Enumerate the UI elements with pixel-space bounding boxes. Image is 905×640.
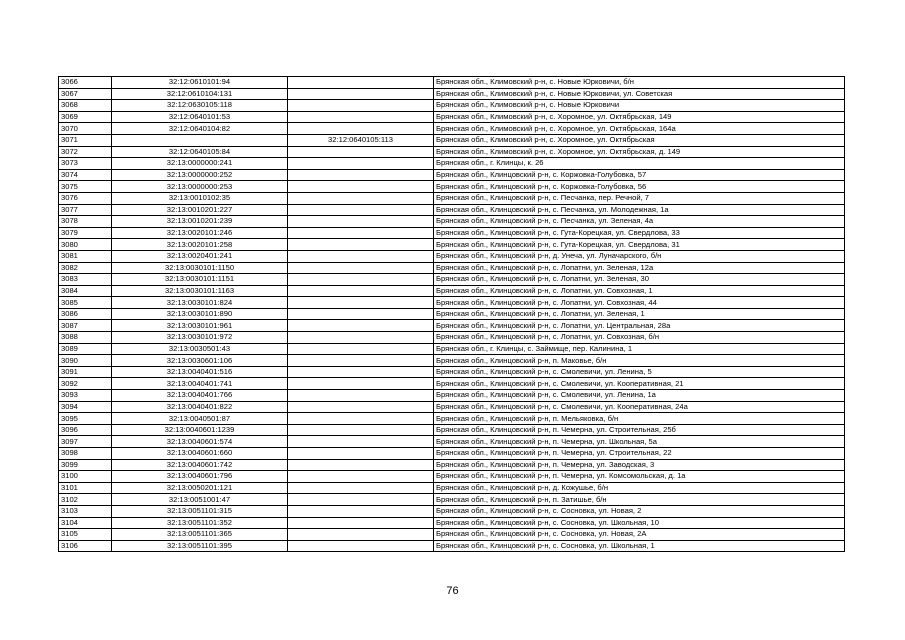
cadastral-number-cell: 32:13:0040401:741 bbox=[112, 378, 288, 390]
cadastral-number-cell: 32:13:0000000:252 bbox=[112, 169, 288, 181]
cadastral-number-cell: 32:13:0051101:395 bbox=[112, 540, 288, 552]
address-cell: Брянская обл., Клинцовский р-н, с. Гута-Корецкая, ул. Свердлова, 33 bbox=[434, 227, 845, 239]
address-cell: Брянская обл., Клинцовский р-н, с. Лопатни, ул. Зеленая, 30 bbox=[434, 274, 845, 286]
cadastral-number-alt-cell bbox=[288, 192, 434, 204]
row-number-cell: 3104 bbox=[59, 517, 112, 529]
row-number-cell: 3088 bbox=[59, 332, 112, 344]
table-row bbox=[59, 471, 845, 483]
row-number-cell: 3098 bbox=[59, 448, 112, 460]
cadastral-number-cell: 32:13:0010102:35 bbox=[112, 192, 288, 204]
address-cell: Брянская обл., Клинцовский р-н, с. Смолевичи, ул. Кооперативная, 24а bbox=[434, 401, 845, 413]
cadastral-number-alt-cell bbox=[288, 146, 434, 158]
row-number-cell: 3097 bbox=[59, 436, 112, 448]
row-number-cell: 3095 bbox=[59, 413, 112, 425]
cadastral-number-cell: 32:13:0040601:660 bbox=[112, 448, 288, 460]
cadastral-number-alt-cell bbox=[288, 320, 434, 332]
cadastral-number-alt-cell bbox=[288, 123, 434, 135]
cadastral-number-cell: 32:13:0040601:796 bbox=[112, 471, 288, 483]
address-cell: Брянская обл., Климовский р-н, с. Хоромное, ул. Октябрьская, д. 149 bbox=[434, 146, 845, 158]
table-row bbox=[59, 77, 845, 89]
cadastral-number-alt-cell bbox=[288, 88, 434, 100]
row-number-cell: 3078 bbox=[59, 216, 112, 228]
cadastral-number-alt-cell bbox=[288, 366, 434, 378]
cadastral-number-alt-cell bbox=[288, 250, 434, 262]
table-row bbox=[59, 505, 845, 517]
table-row bbox=[59, 529, 845, 541]
row-number-cell: 3069 bbox=[59, 111, 112, 123]
table-row bbox=[59, 285, 845, 297]
row-number-cell: 3086 bbox=[59, 308, 112, 320]
table-row bbox=[59, 181, 845, 193]
address-cell: Брянская обл., Клинцовский р-н, п. Мельяковка, б/н bbox=[434, 413, 845, 425]
cadastral-number-cell: 32:13:0051101:365 bbox=[112, 529, 288, 541]
cadastral-number-alt-cell bbox=[288, 204, 434, 216]
table-row bbox=[59, 88, 845, 100]
row-number-cell: 3085 bbox=[59, 297, 112, 309]
table-row bbox=[59, 274, 845, 286]
cadastral-number-alt-cell bbox=[288, 540, 434, 552]
table-row bbox=[59, 343, 845, 355]
address-cell: Брянская обл., Клинцовский р-н, с. Лопатни, ул. Центральная, 28а bbox=[434, 320, 845, 332]
cadastral-number-alt-cell bbox=[288, 378, 434, 390]
row-number-cell: 3093 bbox=[59, 390, 112, 402]
cadastral-number-cell: 32:13:0030101:1163 bbox=[112, 285, 288, 297]
cadastral-number-alt-cell bbox=[288, 482, 434, 494]
address-cell: Брянская обл., Клинцовский р-н, д. Унеча, ул. Луначарского, б/н bbox=[434, 250, 845, 262]
table-row bbox=[59, 192, 845, 204]
row-number-cell: 3077 bbox=[59, 204, 112, 216]
table-row bbox=[59, 297, 845, 309]
address-cell: Брянская обл., Климовский р-н, с. Новые Юрковичи, б/н bbox=[434, 77, 845, 89]
table-row bbox=[59, 366, 845, 378]
cadastral-number-alt-cell bbox=[288, 413, 434, 425]
row-number-cell: 3105 bbox=[59, 529, 112, 541]
address-cell: Брянская обл., Климовский р-н, с. Новые Юрковичи bbox=[434, 100, 845, 112]
address-cell: Брянская обл., Клинцовский р-н, с. Коржовка-Голубовка, 56 bbox=[434, 181, 845, 193]
cadastral-number-alt-cell bbox=[288, 308, 434, 320]
row-number-cell: 3075 bbox=[59, 181, 112, 193]
cadastral-number-alt-cell: 32:12:0640105:113 bbox=[288, 134, 434, 146]
address-cell: Брянская обл., Клинцовский р-н, п. Чемерна, ул. Строительная, 25б bbox=[434, 424, 845, 436]
cadastral-number-cell: 32:13:0040401:516 bbox=[112, 366, 288, 378]
row-number-cell: 3103 bbox=[59, 505, 112, 517]
row-number-cell: 3096 bbox=[59, 424, 112, 436]
table-row bbox=[59, 100, 845, 112]
row-number-cell: 3092 bbox=[59, 378, 112, 390]
table-row bbox=[59, 134, 845, 146]
cadastral-number-cell: 32:13:0051101:352 bbox=[112, 517, 288, 529]
row-number-cell: 3099 bbox=[59, 459, 112, 471]
row-number-cell: 3100 bbox=[59, 471, 112, 483]
address-cell: Брянская обл., Клинцовский р-н, с. Смолевичи, ул. Кооперативная, 21 bbox=[434, 378, 845, 390]
table-row bbox=[59, 517, 845, 529]
address-cell: Брянская обл., Климовский р-н, с. Хоромное, ул. Октябрьская bbox=[434, 134, 845, 146]
cadastral-number-cell: 32:13:0051101:315 bbox=[112, 505, 288, 517]
table-row bbox=[59, 216, 845, 228]
row-number-cell: 3094 bbox=[59, 401, 112, 413]
cadastral-number-alt-cell bbox=[288, 181, 434, 193]
address-cell: Брянская обл., Клинцовский р-н, д. Кожушье, б/н bbox=[434, 482, 845, 494]
table-row bbox=[59, 111, 845, 123]
table-row bbox=[59, 459, 845, 471]
table-row bbox=[59, 448, 845, 460]
row-number-cell: 3106 bbox=[59, 540, 112, 552]
row-number-cell: 3076 bbox=[59, 192, 112, 204]
cadastral-number-cell: 32:13:0040601:574 bbox=[112, 436, 288, 448]
address-cell: Брянская обл., Клинцовский р-н, с. Сосновка, ул. Новая, 2А bbox=[434, 529, 845, 541]
address-cell: Брянская обл., Климовский р-н, с. Хоромное, ул. Октябрьская, 149 bbox=[434, 111, 845, 123]
table-row bbox=[59, 413, 845, 425]
cadastral-number-alt-cell bbox=[288, 239, 434, 251]
address-cell: Брянская обл., г. Клинцы, с. Займище, пер. Калинина, 1 bbox=[434, 343, 845, 355]
cadastral-number-cell: 32:13:0020101:246 bbox=[112, 227, 288, 239]
address-cell: Брянская обл., Климовский р-н, с. Новые Юрковичи, ул. Советская bbox=[434, 88, 845, 100]
table-row bbox=[59, 424, 845, 436]
address-cell: Брянская обл., Клинцовский р-н, с. Лопатни, ул. Совхозная, 44 bbox=[434, 297, 845, 309]
address-cell: Брянская обл., Клинцовский р-н, с. Лопатни, ул. Зеленая, 1 bbox=[434, 308, 845, 320]
cadastral-number-cell: 32:13:0020401:241 bbox=[112, 250, 288, 262]
cadastral-number-alt-cell bbox=[288, 505, 434, 517]
table-body bbox=[59, 77, 845, 552]
cadastral-number-cell: 32:13:0030101:1151 bbox=[112, 274, 288, 286]
row-number-cell: 3066 bbox=[59, 77, 112, 89]
table-row bbox=[59, 320, 845, 332]
cadastral-number-cell: 32:13:0050201:121 bbox=[112, 482, 288, 494]
cadastral-number-alt-cell bbox=[288, 424, 434, 436]
cadastral-number-cell: 32:12:0610104:131 bbox=[112, 88, 288, 100]
table-row bbox=[59, 146, 845, 158]
cadastral-number-cell: 32:13:0030101:961 bbox=[112, 320, 288, 332]
address-cell: Брянская обл., г. Клинцы, к. 26 bbox=[434, 158, 845, 170]
cadastral-number-alt-cell bbox=[288, 343, 434, 355]
table-row bbox=[59, 239, 845, 251]
cadastral-number-alt-cell bbox=[288, 216, 434, 228]
cadastral-number-cell: 32:12:0630105:118 bbox=[112, 100, 288, 112]
address-cell: Брянская обл., Клинцовский р-н, п. Затишье, б/н bbox=[434, 494, 845, 506]
cadastral-number-alt-cell bbox=[288, 111, 434, 123]
address-cell: Брянская обл., Клинцовский р-н, с. Лопатни, ул. Совхозная, б/н bbox=[434, 332, 845, 344]
row-number-cell: 3101 bbox=[59, 482, 112, 494]
cadastral-number-alt-cell bbox=[288, 227, 434, 239]
address-cell: Брянская обл., Клинцовский р-н, с. Сосновка, ул. Школьная, 10 bbox=[434, 517, 845, 529]
cadastral-number-cell: 32:13:0010201:239 bbox=[112, 216, 288, 228]
cadastral-number-alt-cell bbox=[288, 332, 434, 344]
cadastral-number-cell: 32:13:0030101:1150 bbox=[112, 262, 288, 274]
row-number-cell: 3087 bbox=[59, 320, 112, 332]
address-cell: Брянская обл., Клинцовский р-н, с. Смолевичи, ул. Ленина, 1а bbox=[434, 390, 845, 402]
cadastral-number-cell: 32:13:0040601:742 bbox=[112, 459, 288, 471]
cadastral-number-cell: 32:13:0030101:972 bbox=[112, 332, 288, 344]
row-number-cell: 3083 bbox=[59, 274, 112, 286]
cadastral-number-cell: 32:13:0030601:106 bbox=[112, 355, 288, 367]
cadastral-number-cell: 32:12:0640104:82 bbox=[112, 123, 288, 135]
address-cell: Брянская обл., Клинцовский р-н, с. Гута-Корецкая, ул. Свердлова, 31 bbox=[434, 239, 845, 251]
row-number-cell: 3073 bbox=[59, 158, 112, 170]
table-row bbox=[59, 332, 845, 344]
cadastral-number-alt-cell bbox=[288, 529, 434, 541]
row-number-cell: 3072 bbox=[59, 146, 112, 158]
table-row bbox=[59, 227, 845, 239]
cadastral-number-alt-cell bbox=[288, 262, 434, 274]
table-row bbox=[59, 378, 845, 390]
cadastral-number-alt-cell bbox=[288, 355, 434, 367]
table-row bbox=[59, 308, 845, 320]
cadastral-number-cell bbox=[112, 134, 288, 146]
address-cell: Брянская обл., Клинцовский р-н, п. Чемерна, ул. Комсомольская, д. 1а bbox=[434, 471, 845, 483]
cadastral-number-alt-cell bbox=[288, 77, 434, 89]
table-row bbox=[59, 123, 845, 135]
cadastral-number-cell: 32:12:0640105:84 bbox=[112, 146, 288, 158]
table-row bbox=[59, 204, 845, 216]
cadastral-number-cell: 32:13:0040401:766 bbox=[112, 390, 288, 402]
cadastral-number-alt-cell bbox=[288, 494, 434, 506]
address-cell: Брянская обл., Клинцовский р-н, с. Сосновка, ул. Школьная, 1 bbox=[434, 540, 845, 552]
address-cell: Брянская обл., Клинцовский р-н, с. Лопатни, ул. Совхозная, 1 bbox=[434, 285, 845, 297]
cadastral-number-cell: 32:13:0020101:258 bbox=[112, 239, 288, 251]
cadastral-number-cell: 32:13:0000000:241 bbox=[112, 158, 288, 170]
cadastral-number-alt-cell bbox=[288, 517, 434, 529]
table-row bbox=[59, 482, 845, 494]
cadastral-number-alt-cell bbox=[288, 459, 434, 471]
cadastral-number-cell: 32:12:0640101:53 bbox=[112, 111, 288, 123]
cadastral-number-cell: 32:13:0030501:43 bbox=[112, 343, 288, 355]
address-cell: Брянская обл., Клинцовский р-н, п. Чемерна, ул. Школьная, 5а bbox=[434, 436, 845, 448]
cadastral-number-cell: 32:13:0040501:87 bbox=[112, 413, 288, 425]
cadastral-number-alt-cell bbox=[288, 471, 434, 483]
table-row bbox=[59, 355, 845, 367]
row-number-cell: 3074 bbox=[59, 169, 112, 181]
cadastral-number-cell: 32:13:0010201:227 bbox=[112, 204, 288, 216]
cadastral-number-alt-cell bbox=[288, 158, 434, 170]
cadastral-number-cell: 32:13:0030101:824 bbox=[112, 297, 288, 309]
cadastral-table bbox=[58, 76, 845, 552]
row-number-cell: 3067 bbox=[59, 88, 112, 100]
row-number-cell: 3080 bbox=[59, 239, 112, 251]
address-cell: Брянская обл., Клинцовский р-н, п. Чемерна, ул. Строительная, 22 bbox=[434, 448, 845, 460]
cadastral-number-cell: 32:13:0040401:822 bbox=[112, 401, 288, 413]
address-cell: Брянская обл., Клинцовский р-н, п. Маковье, б/н bbox=[434, 355, 845, 367]
table-row bbox=[59, 494, 845, 506]
cadastral-number-alt-cell bbox=[288, 169, 434, 181]
address-cell: Брянская обл., Клинцовский р-н, с. Песчанка, ул. Зеленая, 4а bbox=[434, 216, 845, 228]
address-cell: Брянская обл., Клинцовский р-н, с. Сосновка, ул. Новая, 2 bbox=[434, 505, 845, 517]
row-number-cell: 3068 bbox=[59, 100, 112, 112]
cadastral-number-alt-cell bbox=[288, 390, 434, 402]
cadastral-number-cell: 32:13:0051001:47 bbox=[112, 494, 288, 506]
cadastral-number-cell: 32:13:0000000:253 bbox=[112, 181, 288, 193]
cadastral-number-alt-cell bbox=[288, 448, 434, 460]
row-number-cell: 3090 bbox=[59, 355, 112, 367]
table-row bbox=[59, 390, 845, 402]
row-number-cell: 3089 bbox=[59, 343, 112, 355]
address-cell: Брянская обл., Клинцовский р-н, с. Коржовка-Голубовка, 57 bbox=[434, 169, 845, 181]
page-number: 76 bbox=[446, 585, 459, 597]
cadastral-number-alt-cell bbox=[288, 274, 434, 286]
address-cell: Брянская обл., Клинцовский р-н, с. Лопатни, ул. Зеленая, 12а bbox=[434, 262, 845, 274]
table-row bbox=[59, 262, 845, 274]
table-row bbox=[59, 540, 845, 552]
table-row bbox=[59, 436, 845, 448]
row-number-cell: 3071 bbox=[59, 134, 112, 146]
cadastral-number-alt-cell bbox=[288, 100, 434, 112]
address-cell: Брянская обл., Клинцовский р-н, п. Чемерна, ул. Заводская, 3 bbox=[434, 459, 845, 471]
cadastral-number-cell: 32:13:0030101:890 bbox=[112, 308, 288, 320]
table-row bbox=[59, 401, 845, 413]
table-row bbox=[59, 250, 845, 262]
address-cell: Брянская обл., Клинцовский р-н, с. Смолевичи, ул. Ленина, 5 bbox=[434, 366, 845, 378]
cadastral-number-cell: 32:13:0040601:1239 bbox=[112, 424, 288, 436]
address-cell: Брянская обл., Клинцовский р-н, с. Песчанка, ул. Молодежная, 1а bbox=[434, 204, 845, 216]
table-row bbox=[59, 169, 845, 181]
row-number-cell: 3079 bbox=[59, 227, 112, 239]
row-number-cell: 3082 bbox=[59, 262, 112, 274]
cadastral-number-cell: 32:12:0610101:94 bbox=[112, 77, 288, 89]
cadastral-number-alt-cell bbox=[288, 285, 434, 297]
row-number-cell: 3091 bbox=[59, 366, 112, 378]
table-row bbox=[59, 158, 845, 170]
row-number-cell: 3084 bbox=[59, 285, 112, 297]
cadastral-number-alt-cell bbox=[288, 436, 434, 448]
cadastral-number-alt-cell bbox=[288, 297, 434, 309]
row-number-cell: 3070 bbox=[59, 123, 112, 135]
address-cell: Брянская обл., Климовский р-н, с. Хоромное, ул. Октябрьская, 164а bbox=[434, 123, 845, 135]
address-cell: Брянская обл., Клинцовский р-н, с. Песчанка, пер. Речной, 7 bbox=[434, 192, 845, 204]
row-number-cell: 3081 bbox=[59, 250, 112, 262]
cadastral-number-alt-cell bbox=[288, 401, 434, 413]
row-number-cell: 3102 bbox=[59, 494, 112, 506]
